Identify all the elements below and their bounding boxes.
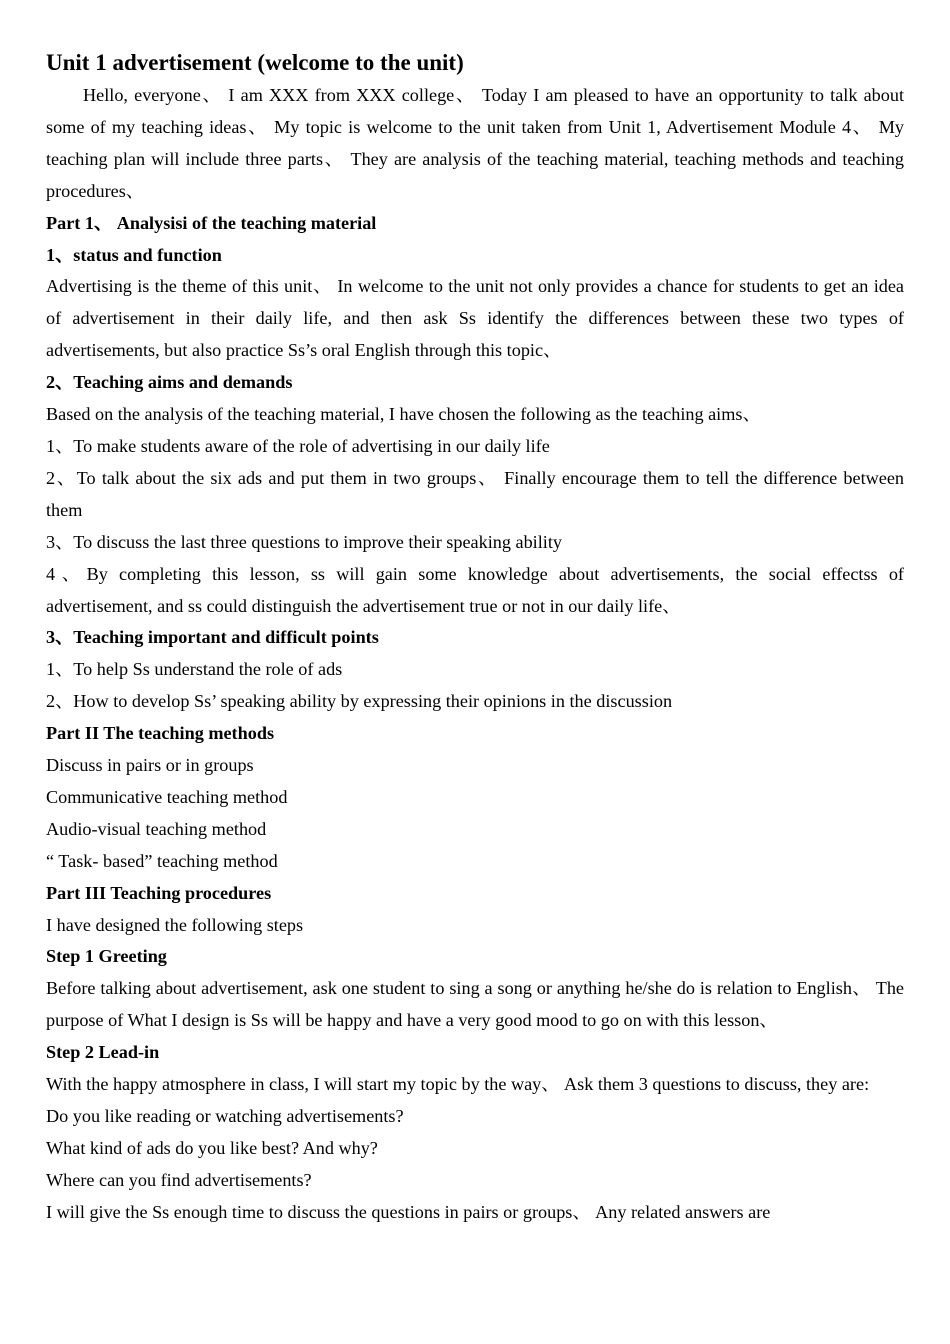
- section-heading: 3、Teaching important and difficult points: [46, 627, 379, 648]
- section-heading: Part II The teaching methods: [46, 723, 275, 744]
- document-page: [46, 46, 904, 1229]
- body-paragraph: I have designed the following steps: [46, 914, 304, 935]
- body-paragraph: 1、To make students aware of the role of advertising in our daily life: [46, 435, 550, 456]
- body-paragraph: 3、To discuss the last three questions to improve their speaking ability: [46, 531, 562, 552]
- body-paragraph: “ Task- based” teaching method: [46, 850, 278, 871]
- body-paragraph: Where can you find advertisements?: [46, 1169, 312, 1190]
- body-paragraph: Communicative teaching method: [46, 786, 288, 807]
- body-paragraph: With the happy atmosphere in class, I will start my topic by the way、 Ask them 3 questions to discuss, they are:: [46, 1074, 870, 1095]
- body-paragraph: 1、To help Ss understand the role of ads: [46, 659, 343, 680]
- section-heading: 1、status and function: [46, 244, 222, 265]
- body-paragraph: Advertising is the theme of this unit、 In welcome to the unit not only provides a chance for students to get an idea of advertisement in their daily life, and then ask Ss identify the differences between these two types of advertisements, but also practice Ss’s oral English through this topic、: [46, 276, 904, 361]
- document-title: Unit 1 advertisement (welcome to the unit): [46, 50, 464, 75]
- body-paragraph: 2、To talk about the six ads and put them in two groups、 Finally encourage them to tell the difference between them: [46, 467, 904, 520]
- body-paragraph: Audio-visual teaching method: [46, 818, 267, 839]
- section-heading: Step 1 Greeting: [46, 946, 167, 967]
- section-heading: Part 1、 Analysisi of the teaching material: [46, 212, 377, 233]
- section-heading: Part III Teaching procedures: [46, 882, 272, 903]
- body-paragraph: What kind of ads do you like best? And why?: [46, 1137, 378, 1158]
- body-paragraph: I will give the Ss enough time to discuss the questions in pairs or groups、 Any related answers are: [46, 1201, 771, 1222]
- document-body: [46, 80, 904, 1229]
- body-paragraph: Discuss in pairs or in groups: [46, 755, 254, 776]
- section-heading: 2、Teaching aims and demands: [46, 372, 293, 393]
- body-paragraph: 2、How to develop Ss’ speaking ability by expressing their opinions in the discussion: [46, 691, 673, 712]
- body-paragraph: Hello, everyone、 I am XXX from XXX college、 Today I am pleased to have an opportunity to talk about some of my teaching ideas、 My topic is welcome to the unit taken from Unit 1, Advertisement Module 4、 My teaching plan will include three parts、 They are analysis of the teaching material, teaching methods and teaching procedures、: [46, 85, 904, 201]
- body-paragraph: Before talking about advertisement, ask one student to sing a song or anything he/she do is relation to English、 The purpose of What I design is Ss will be happy and have a very good mood to go on with this lesson、: [46, 978, 904, 1031]
- section-heading: Step 2 Lead-in: [46, 1042, 160, 1063]
- body-paragraph: 4、By completing this lesson, ss will gain some knowledge about advertisements, the social effectss of advertisement, and ss could distinguish the advertisement true or not in our daily life、: [46, 563, 904, 616]
- body-paragraph: Do you like reading or watching advertisements?: [46, 1106, 404, 1126]
- body-paragraph: Based on the analysis of the teaching material, I have chosen the following as the teaching aims、: [46, 404, 761, 425]
